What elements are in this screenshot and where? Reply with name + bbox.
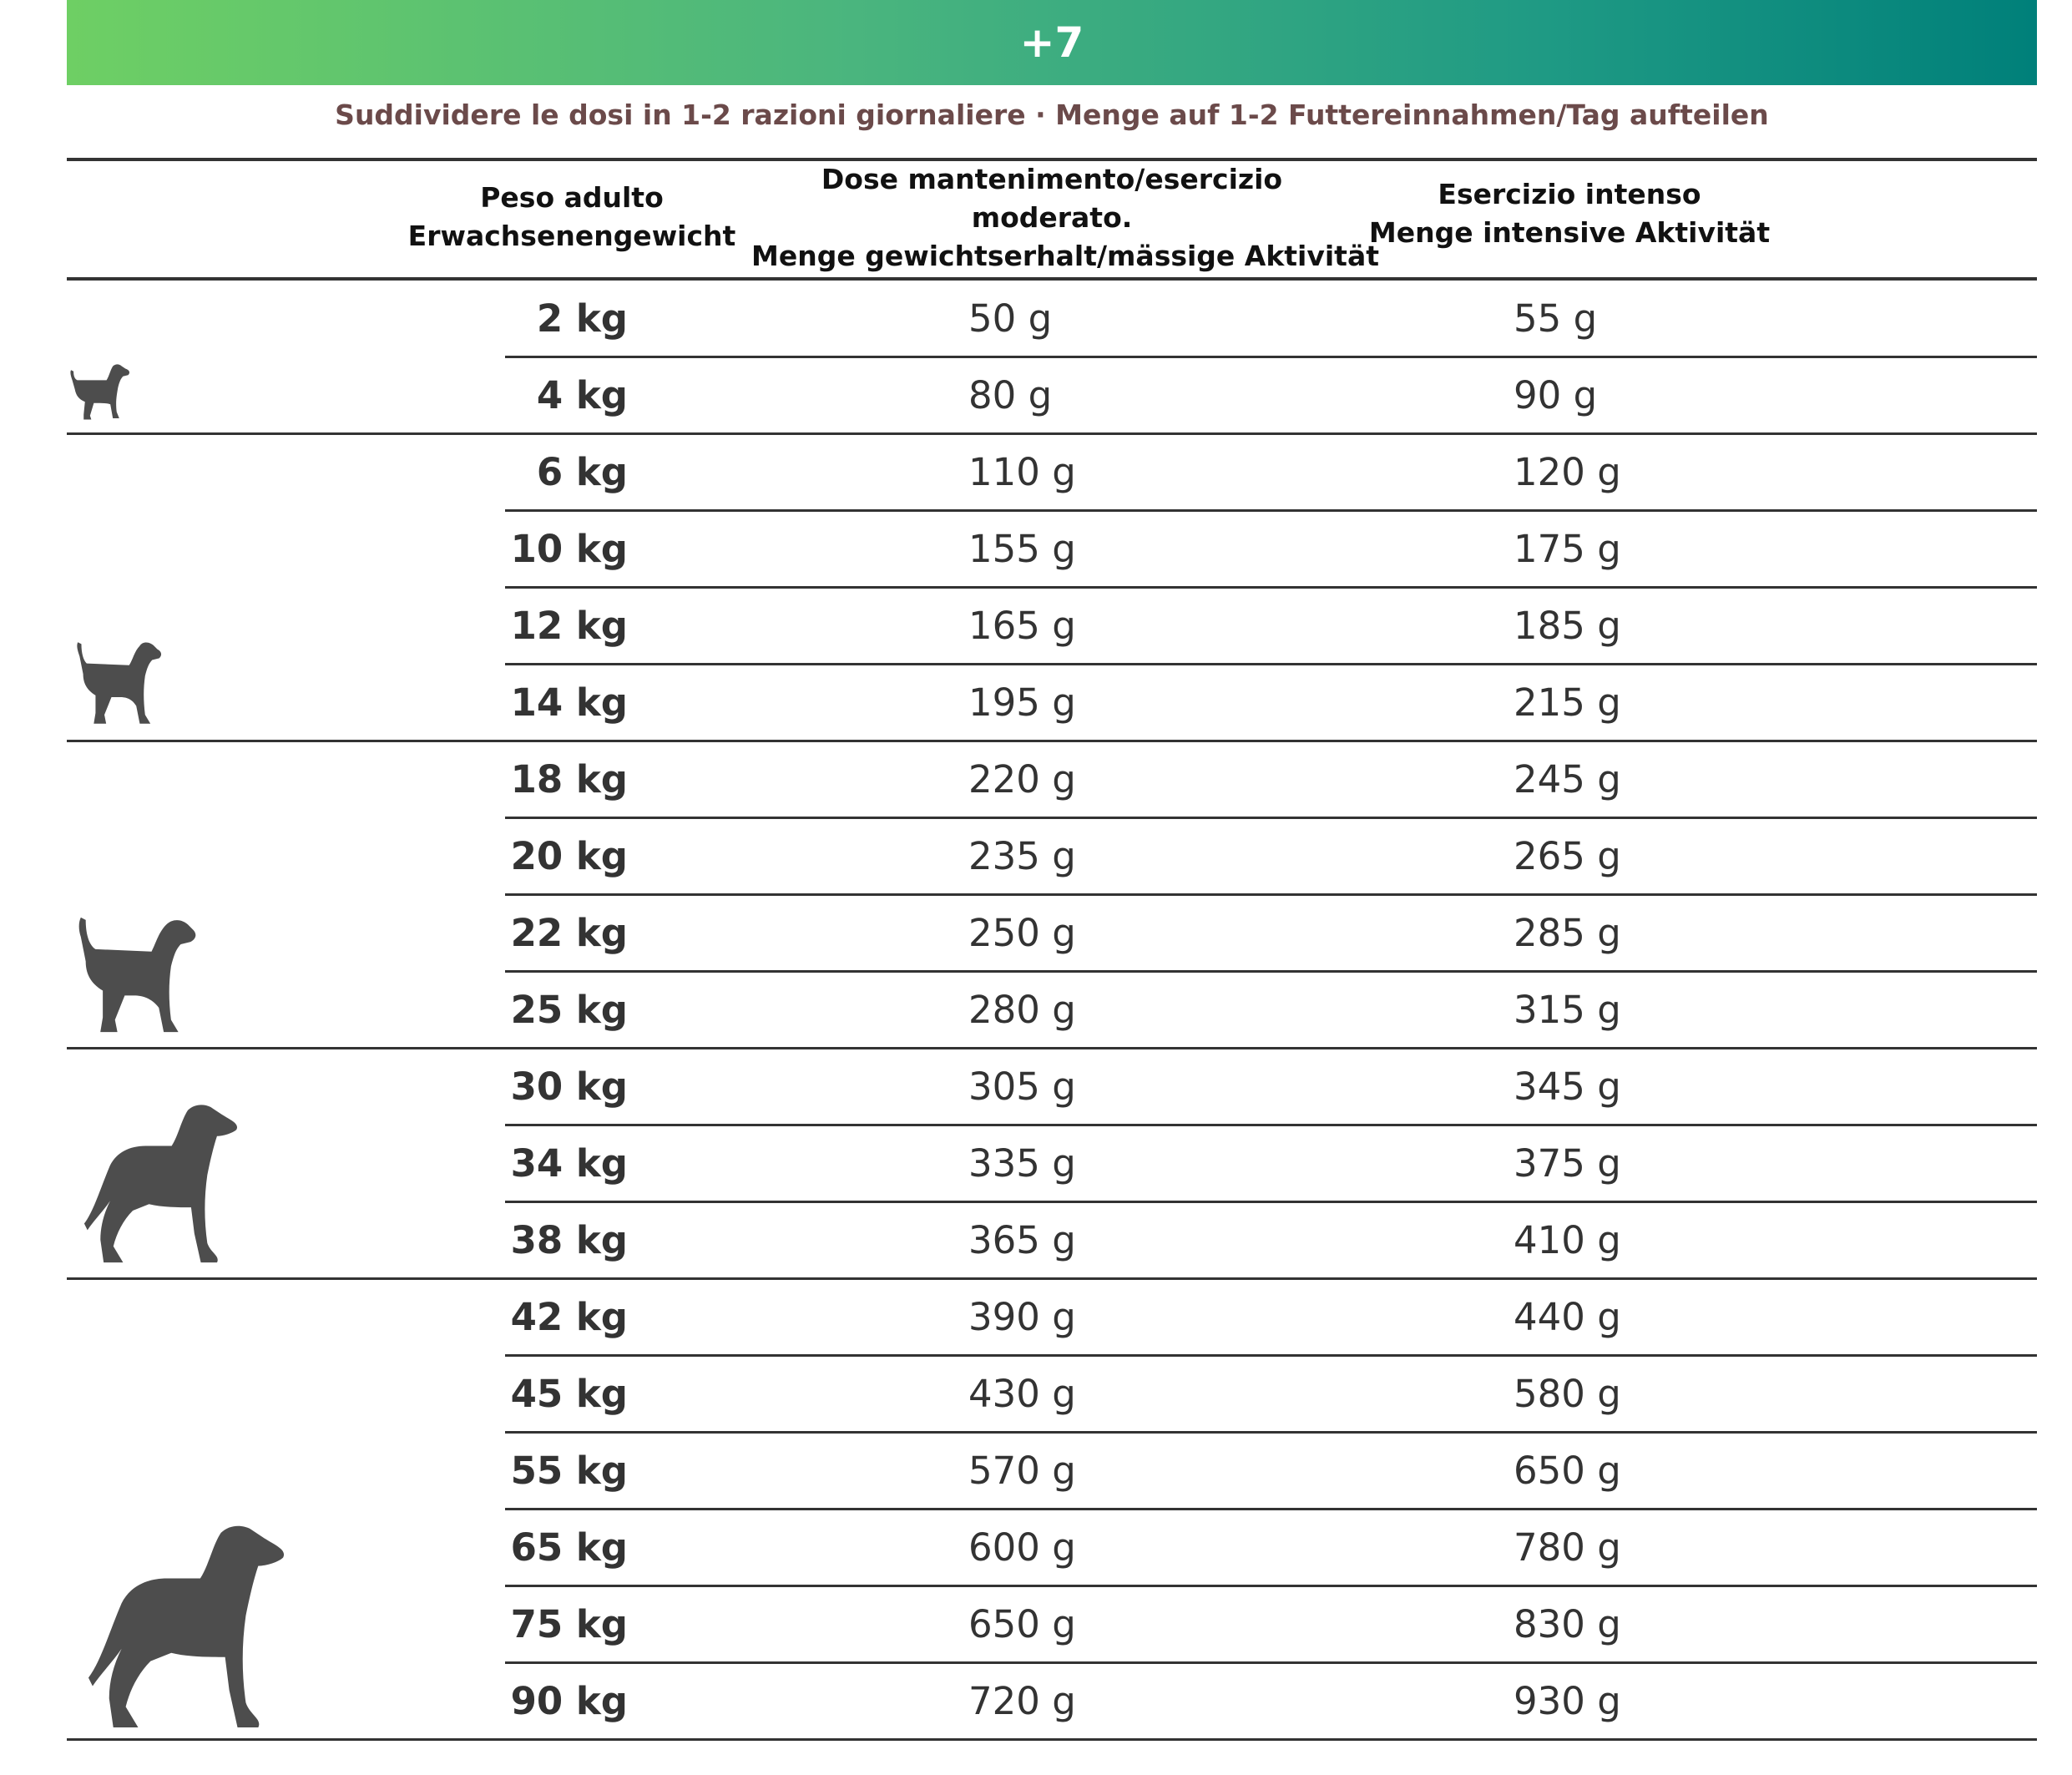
intense-dose-cell: 55 g: [1514, 296, 1598, 341]
maintenance-dose-cell: 220 g: [968, 757, 1076, 802]
weight-cell: 20 kg: [510, 834, 628, 878]
banner: [67, 0, 2037, 85]
maintenance-dose-cell: 570 g: [968, 1449, 1076, 1493]
maintenance-dose-cell: 110 g: [968, 450, 1076, 494]
dog-toy-icon: [67, 357, 134, 421]
maintenance-dose-cell: 365 g: [968, 1218, 1076, 1262]
group-divider: [67, 1738, 2037, 1741]
intense-dose-cell: 90 g: [1514, 373, 1598, 417]
weight-cell: 55 kg: [510, 1449, 628, 1493]
intense-dose-cell: 930 g: [1514, 1679, 1621, 1723]
intense-dose-cell: 315 g: [1514, 988, 1621, 1032]
maintenance-dose-cell: 720 g: [968, 1679, 1076, 1723]
row-divider: [505, 1201, 2037, 1203]
weight-cell: 18 kg: [510, 757, 628, 802]
row-divider: [505, 1431, 2037, 1434]
row-divider: [505, 817, 2037, 819]
weight-cell: 14 kg: [510, 680, 628, 725]
intense-dose-cell: 215 g: [1514, 680, 1621, 725]
weight-cell: 10 kg: [510, 527, 628, 571]
dog-medium-icon: [67, 915, 207, 1037]
header-weight: Peso adulto Erwachsenengewicht: [407, 181, 736, 252]
maintenance-dose-cell: 390 g: [968, 1295, 1076, 1339]
weight-cell: 30 kg: [510, 1064, 628, 1109]
row-divider: [505, 509, 2037, 512]
maintenance-dose-cell: 650 g: [968, 1602, 1076, 1646]
weight-cell: 42 kg: [510, 1295, 628, 1339]
row-divider: [505, 1124, 2037, 1126]
row-divider: [505, 586, 2037, 589]
maintenance-dose-cell: 335 g: [968, 1141, 1076, 1186]
intense-dose-cell: 245 g: [1514, 757, 1621, 802]
weight-cell: 2 kg: [536, 296, 628, 341]
maintenance-dose-cell: 235 g: [968, 834, 1076, 878]
row-divider: [505, 1508, 2037, 1510]
subtitle: Suddividere le dosi in 1-2 razioni giornaliere · Menge auf 1-2 Futtereinnahmen/Tag aufteilen: [335, 99, 1769, 131]
row-divider: [505, 1661, 2037, 1664]
header-intense: Esercizio intenso Menge intensive Aktivität: [1368, 178, 1771, 249]
weight-cell: 90 kg: [510, 1679, 628, 1723]
dog-large-icon: [67, 1104, 257, 1266]
banner-title: +7: [1019, 18, 1084, 67]
intense-dose-cell: 175 g: [1514, 527, 1621, 571]
maintenance-dose-cell: 80 g: [968, 373, 1053, 417]
maintenance-dose-cell: 600 g: [968, 1525, 1076, 1570]
group-divider: [67, 1047, 2037, 1049]
group-divider: [67, 432, 2037, 435]
weight-cell: 22 kg: [510, 911, 628, 955]
intense-dose-cell: 265 g: [1514, 834, 1621, 878]
intense-dose-cell: 580 g: [1514, 1372, 1621, 1416]
intense-dose-cell: 410 g: [1514, 1218, 1621, 1262]
row-divider: [505, 663, 2037, 665]
weight-cell: 65 kg: [510, 1525, 628, 1570]
intense-dose-cell: 120 g: [1514, 450, 1621, 494]
row-divider: [505, 356, 2037, 358]
maintenance-dose-cell: 195 g: [968, 680, 1076, 725]
intense-dose-cell: 440 g: [1514, 1295, 1621, 1339]
maintenance-dose-cell: 250 g: [968, 911, 1076, 955]
intense-dose-cell: 780 g: [1514, 1525, 1621, 1570]
maintenance-dose-cell: 305 g: [968, 1064, 1076, 1109]
row-divider: [505, 970, 2037, 973]
header-maintenance: Dose mantenimento/esercizio moderato. Menge gewichtserhalt/mässige Aktivität: [751, 163, 1379, 272]
intense-dose-cell: 185 g: [1514, 604, 1621, 648]
row-divider: [505, 1354, 2037, 1357]
intense-dose-cell: 375 g: [1514, 1141, 1621, 1186]
intense-dose-cell: 285 g: [1514, 911, 1621, 955]
group-divider: [67, 740, 2037, 742]
intense-dose-cell: 345 g: [1514, 1064, 1621, 1109]
row-divider: [505, 1585, 2037, 1587]
weight-cell: 25 kg: [510, 988, 628, 1032]
weight-cell: 6 kg: [536, 450, 628, 494]
dog-small-icon: [67, 639, 170, 727]
weight-cell: 4 kg: [536, 373, 628, 417]
weight-cell: 75 kg: [510, 1602, 628, 1646]
maintenance-dose-cell: 280 g: [968, 988, 1076, 1032]
intense-dose-cell: 650 g: [1514, 1449, 1621, 1493]
maintenance-dose-cell: 430 g: [968, 1372, 1076, 1416]
maintenance-dose-cell: 50 g: [968, 296, 1053, 341]
maintenance-dose-cell: 155 g: [968, 527, 1076, 571]
weight-cell: 45 kg: [510, 1372, 628, 1416]
dog-giant-icon: [67, 1525, 309, 1732]
weight-cell: 34 kg: [510, 1141, 628, 1186]
row-divider: [505, 893, 2037, 896]
intense-dose-cell: 830 g: [1514, 1602, 1621, 1646]
group-divider: [67, 1277, 2037, 1280]
weight-cell: 38 kg: [510, 1218, 628, 1262]
header-bottom-rule: [67, 277, 2037, 281]
weight-cell: 12 kg: [510, 604, 628, 648]
maintenance-dose-cell: 165 g: [968, 604, 1076, 648]
